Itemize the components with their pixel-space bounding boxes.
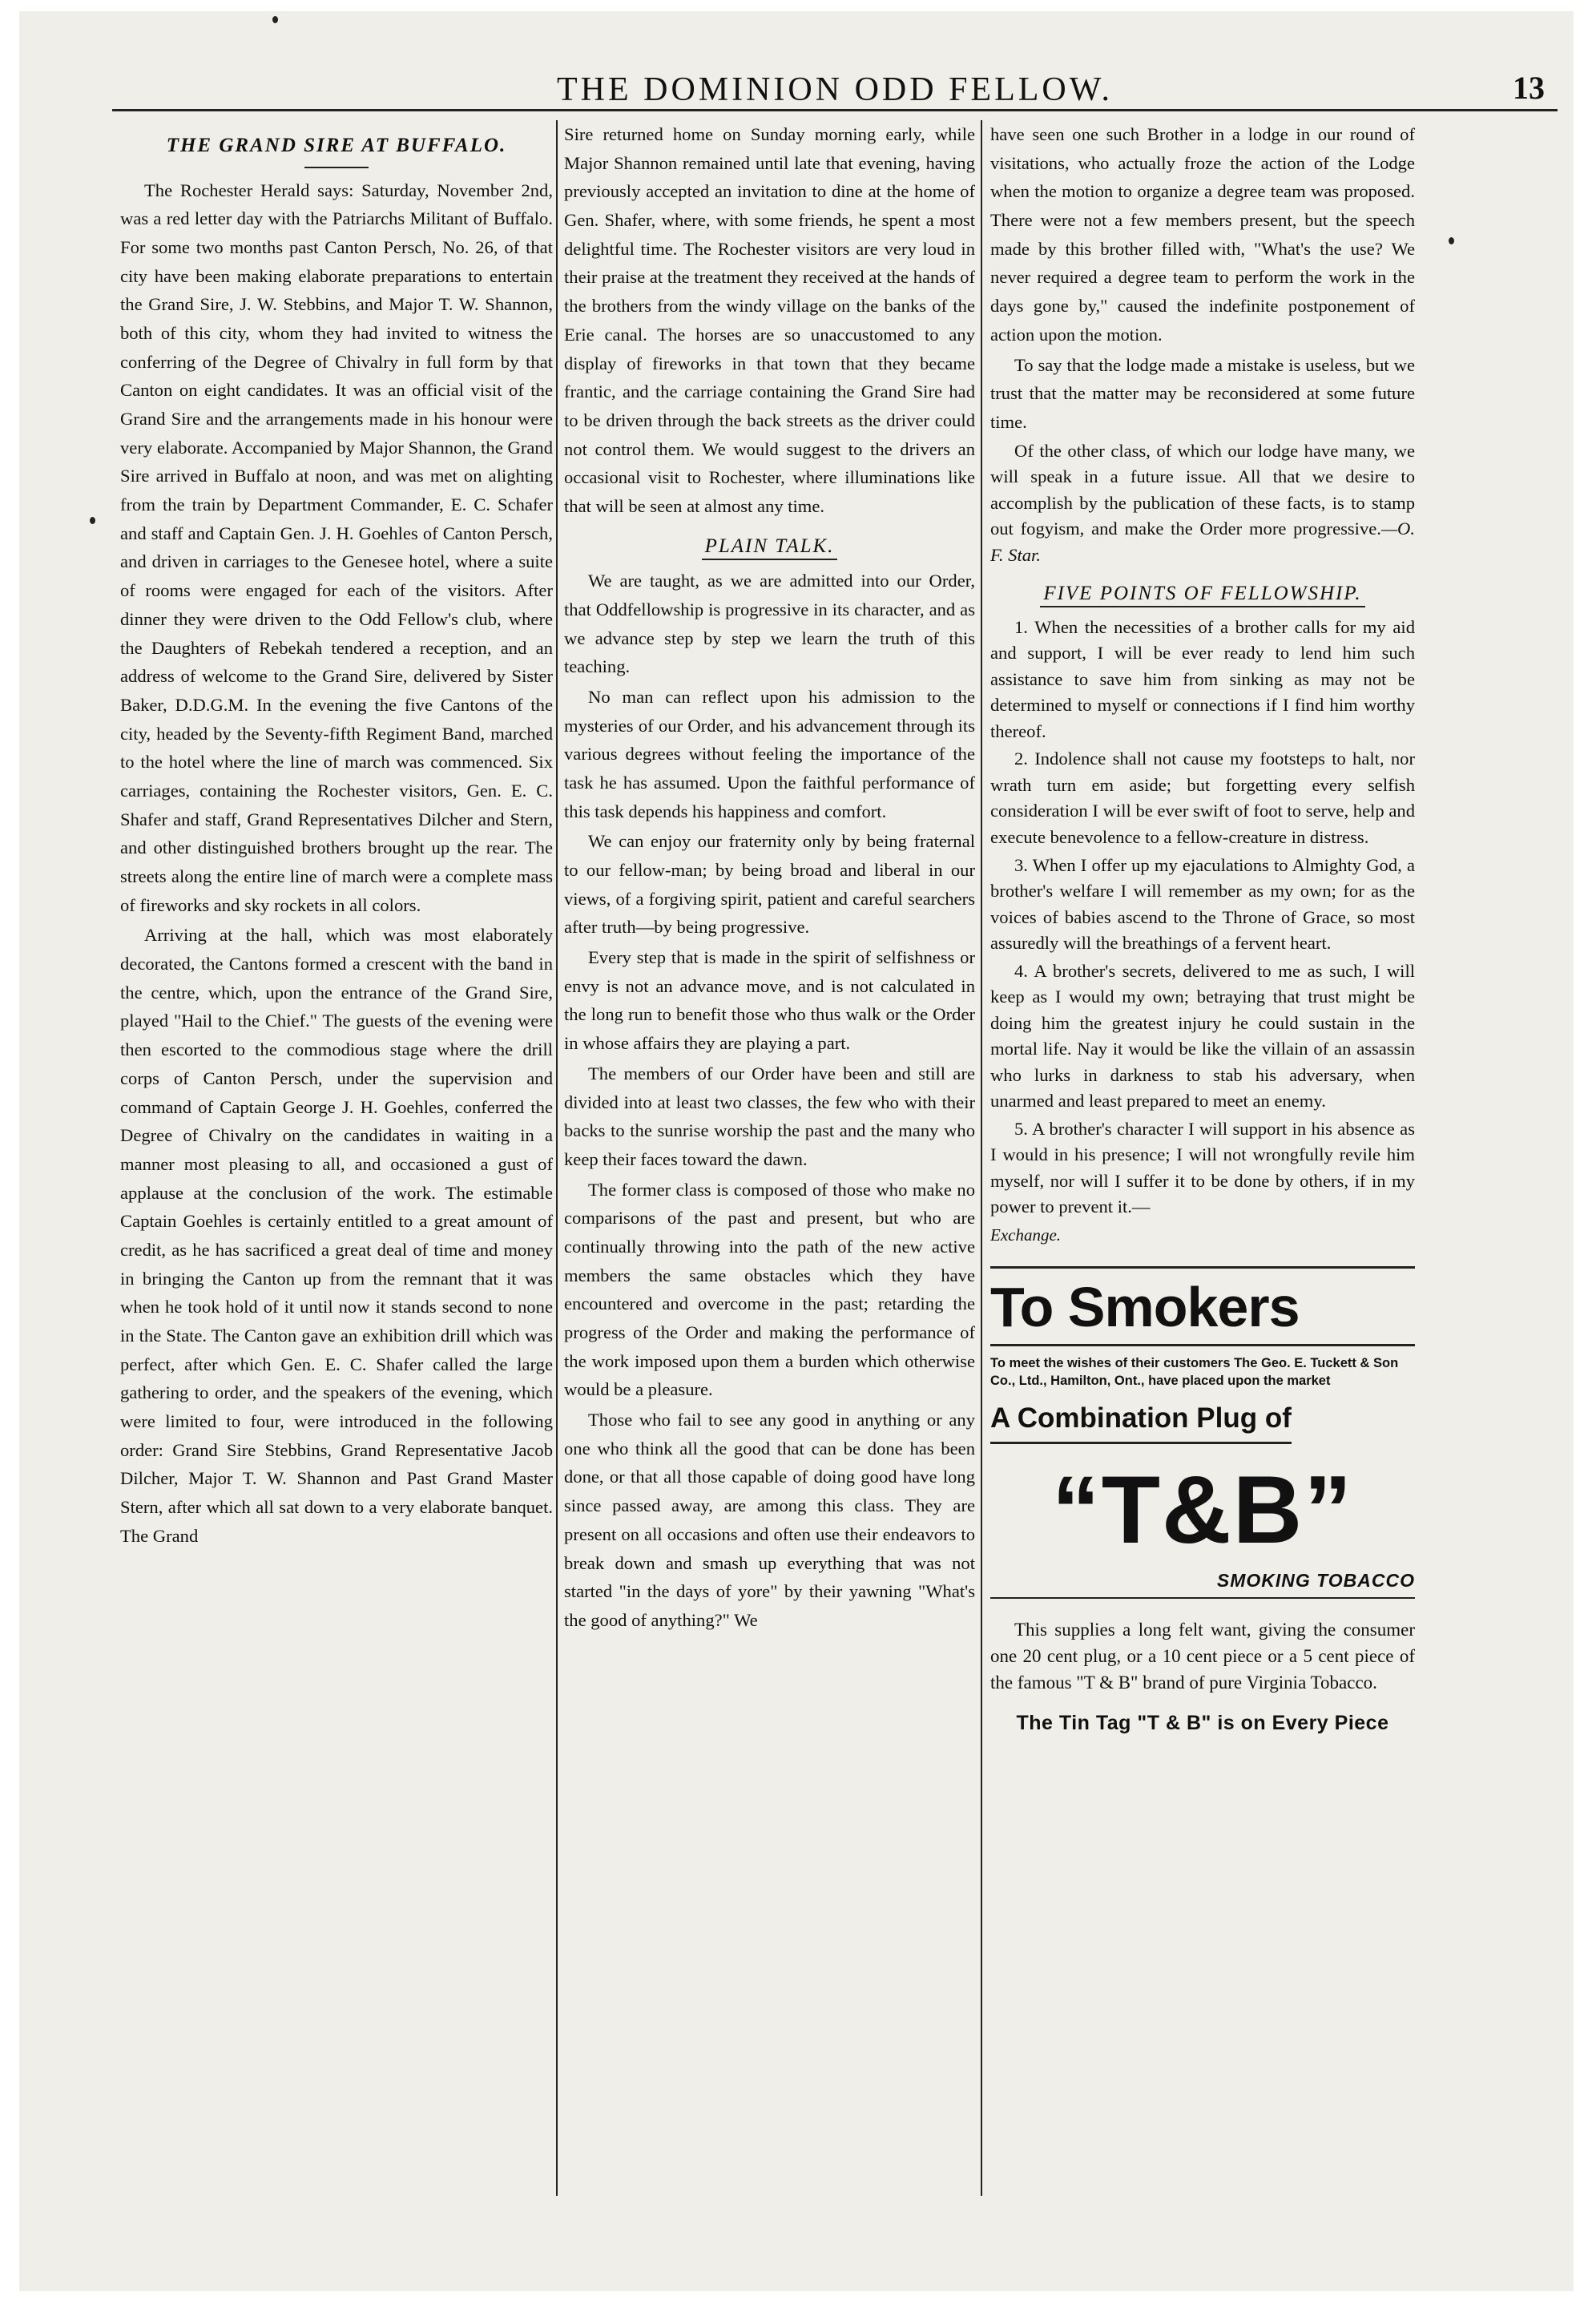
- article-heading-plain-talk: [564, 531, 975, 563]
- page-number: 13: [1513, 70, 1545, 106]
- article-heading-grand-sire: THE GRAND SIRE AT BUFFALO.: [166, 135, 507, 156]
- fellowship-point: 4. A brother's secrets, delivered to me as such, I will keep as I would my own; betraying that trust might be doing him the greatest injury he could sustain in the mortal life. Nay it would be like the villain of an assassin who lurks in darkness to stab his adversary, when unarmed and least prepared to meet an enemy.: [990, 960, 1415, 1112]
- column-rule-left: [556, 120, 558, 2196]
- five-points-title: FIVE POINTS OF FELLOWSHIP.: [1040, 583, 1364, 607]
- article-heading-five-points: [990, 578, 1415, 610]
- article-source: Exchange.: [990, 1225, 1062, 1245]
- article-paragraph: We can enjoy our fraternity only by being fraternal to our fellow-man; by being broad and liberal in our views, of a forgiving spirit, patient and careful searchers after truth—by being progressive.: [564, 831, 975, 938]
- ad-product: SMOKING TOBACCO: [990, 1563, 1415, 1598]
- fellowship-point: 3. When I offer up my ejaculations to Almighty God, a brother's welfare I will remember as my own; for as the voices of babies ascend to the Throne of Grace, so most assuredly will the breathings of a fervent heart.: [990, 854, 1415, 954]
- article-continuation: Sire returned home on Sunday morning early, while Major Shannon remained until late that evening, having previously accepted an invitation to dine at the home of Gen. Shafer, where, with some friends, he spent a most delightful time. The Rochester visitors are very loud in their praise at the treatment they received at the hands of the brothers from the windy village on the banks of the Erie canal. The horses are so unaccustomed to any display of fireworks in that town that they became frantic, and the carriage containing the Grand Sire had to be driven through the back streets as the driver could not control them. We would suggest to the drivers an occasional visit to Rochester, where illuminations like that will be seen at almost any time.: [564, 124, 975, 516]
- fellowship-point: 1. When the necessities of a brother calls for my aid and support, I will be ever ready to lend him such assistance to save him from sinking as may not be determined to myself or connections if I find him worthy thereof.: [990, 616, 1415, 741]
- ad-brand: “T&B”: [1051, 1456, 1354, 1564]
- paragraph-text: Of the other class, of which our lodge have many, we will speak in a future issue. All that we desire to accomplish by the publication of these facts, is to stamp out fogyism, and make the Order more progressive.: [990, 440, 1415, 539]
- ad-body: This supplies a long felt want, giving the consumer one 20 cent plug, or a 10 cent piece or a 5 cent piece of the famous "T & B" brand of pure Virginia Tobacco.: [990, 1619, 1415, 1693]
- article-paragraph: Arriving at the hall, which was most elaborately decorated, the Cantons formed a crescent with the band in the centre, which, upon the entrance of the Grand Sire, played "Hail to the Chief." The guests of the evening were then escorted to the commodious stage where the drill corps of Canton Persch, under the supervision and command of Captain George J. H. Goehles, conferred the Degree of Chivalry on the candidates in waiting in a manner most pleasing to all, and occasioned a gust of applause at the conclusion of the work. The estimable Captain Goehles is certainly entitled to a great amount of credit, as he has sacrificed a great deal of time and money in bringing the Canton up from the remnant that it was when he took hold of it until now it stands second to none in the State. The Canton gave an exhibition drill which was perfect, after which Gen. E. C. Shafer called the large gathering to order, and the speakers of the evening, which were limited to four, were introduced in the following order: Grand Sire Stebbins, Grand Representative Jacob Dilcher, Major T. W. Shannon and Past Grand Master Stern, after which all sat down to a very elaborate banquet. The Grand: [120, 925, 553, 1546]
- fellowship-point: 2. Indolence shall not cause my footsteps to halt, nor wrath turn em aside; but forgetting every selfish consideration I will be ever swift of foot to serve, help and execute benevolence to a fellow-creature in distress.: [990, 748, 1415, 847]
- article-continuation: have seen one such Brother in a lodge in our round of visitations, who actually froze the action of the Lodge when the motion to organize a degree team was proposed. There were not a few members present, but the speech made by this brother filled with, "What's the use? We never required a degree team to perform the work in the days gone by," caused the indefinite postponement of action upon the motion.: [990, 124, 1415, 345]
- column-rule-right: [981, 120, 982, 2196]
- article-paragraph: Those who fail to see any good in anything or any one who think all the good that can be done has been done, or that all those capable of doing good have long since passed away, are among this class. They are present on all occasions and often use their endeavors to break down and smash up everything that was not started "in the days of yore" by their yawning "What's the good of anything?" We: [564, 1410, 975, 1630]
- ink-speck: [272, 16, 278, 23]
- plain-talk-title: PLAIN TALK.: [702, 535, 838, 560]
- publication-title: THE DOMINION ODD FELLOW.: [556, 71, 1114, 108]
- running-header: [112, 63, 1558, 111]
- fellowship-point: 5. A brother's character I will support in his absence as I would in his presence; I will not wrongfully revile him myself, nor will I suffer it to be done by others, if in my power to prevent it.—: [990, 1118, 1415, 1217]
- article-paragraph: The members of our Order have been and still are divided into at least two classes, the few who with their backs to the sunrise worship the past and the many who keep their faces toward the dawn.: [564, 1063, 975, 1169]
- article-paragraph: The Rochester Herald says: Saturday, November 2nd, was a red letter day with the Patriarchs Militant of Buffalo. For some two months past Canton Persch, No. 26, of that city have been making elaborate preparations to entertain the Grand Sire, J. W. Stebbins, and Major T. W. Shannon, both of this city, whom they had invited to witness the conferring of the Degree of Chivalry in full form by that Canton on eight candidates. It was an official visit of the Grand Sire and the arrangements made in his honour were very elaborate. Accompanied by Major Shannon, the Grand Sire arrived in Buffalo at noon, and was met on alighting from the train by Department Commander, E. C. Schafer and staff and Captain Gen. J. H. Goehles of Canton Persch, and driven in carriages to the Genesee hotel, where a suite of rooms were engaged for each of the visitors. After dinner they were driven to the Odd Fellow's club, where the Daughters of Rebekah tendered a reception, and an address of welcome to the Grand Sire, delivered by Sister Baker, D.D.G.M. In the evening the five Cantons of the city, headed by the Seventy-fifth Regiment Band, marched to the hotel where the line of march was commenced. Six carriages, containing the Rochester visitors, Gen. E. C. Shafer and staff, Grand Representatives Dilcher and Stern, and other distinguished brothers brought up the rear. The streets along the entire line of march were a complete mass of fireworks and sky rockets in all colors.: [120, 180, 553, 915]
- column-left: [120, 120, 553, 2204]
- article-paragraph: No man can reflect upon his admission to the mysteries of our Order, and his advancement through its various degrees without feeling the importance of the task he has assumed. Upon the faithful performance of this task depends his happiness and comfort.: [564, 686, 975, 821]
- article-paragraph: To say that the lodge made a mistake is useless, but we trust that the matter may be reconsidered at some future time.: [990, 354, 1415, 432]
- article-paragraph: We are taught, as we are admitted into our Order, that Oddfellowship is progressive in its character, and as we advance step by step we learn the truth of this teaching.: [564, 571, 975, 677]
- ink-speck: [90, 517, 95, 524]
- ad-subhead: A Combination Plug of: [990, 1396, 1292, 1444]
- column-middle: [564, 120, 975, 2204]
- column-right: [990, 120, 1415, 2204]
- ink-speck: [1449, 237, 1454, 244]
- article-paragraph: [990, 438, 1415, 569]
- heading-divider: [304, 167, 369, 168]
- ad-headline: To Smokers: [990, 1278, 1415, 1346]
- article-paragraph: Every step that is made in the spirit of selfishness or envy is not an advance move, and is not calculated in the long run to benefit those who thus walk or the Order in whose affairs they are playing a part.: [564, 947, 975, 1054]
- ad-intro: To meet the wishes of their customers The Geo. E. Tuckett & Son Co., Ltd., Hamilton, Ont., have placed upon the market: [990, 1355, 1399, 1388]
- ad-footer: The Tin Tag "T & B" is on Every Piece: [1016, 1711, 1389, 1734]
- tobacco-advertisement: [990, 1266, 1415, 1739]
- article-signature: —O. F. Star.: [990, 518, 1415, 565]
- article-paragraph: The former class is composed of those who make no comparisons of the past and present, but who are continually throwing into the path of the new active members the same obstacles which they have encountered and overcome in the past; retarding the progress of the Order and making the performance of the work imposed upon them a burden which otherwise would be a pleasure.: [564, 1179, 975, 1400]
